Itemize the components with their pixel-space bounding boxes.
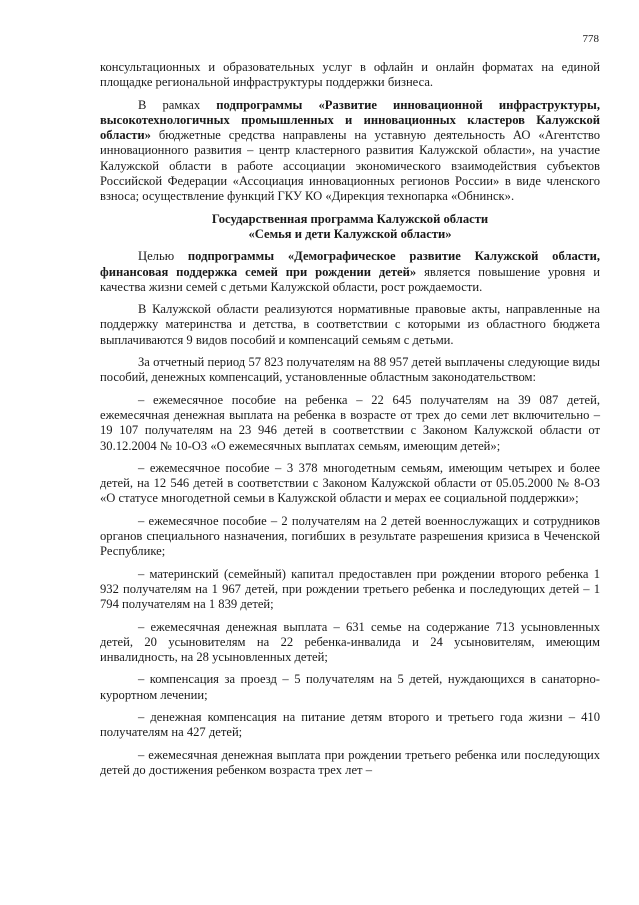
text-run: Целью bbox=[138, 249, 188, 264]
text-run: бюджетные средства направлены на уставную деятельность АО «Агентство инновационного развития – центр кластерного развития Калужской области», на участие Калужской области в работе ассоциации экономического взаимодействия субъектов Российской Федерации «Ассоциация инновационных регионов России» в виде членского взноса; осуществление функций ГКУ КО «Дирекция технопарка «Обнинск». bbox=[100, 128, 600, 204]
paragraph: За отчетный период 57 823 получателям на 88 957 детей выплачены следующие виды пособий, денежных компенсаций, установленные областным законодательством: bbox=[100, 355, 600, 385]
subprogram-title: подпрограммы «Демографическое развитие Калужской области, финансовая поддержка семей при рождении детей» bbox=[100, 249, 600, 279]
subprogram-title: подпрограммы «Развитие инновационной инфраструктуры, высокотехнологичных промышленных и инновационных кластеров Калужской области» bbox=[100, 97, 600, 143]
paragraph-subprogram-demography bbox=[100, 249, 600, 295]
list-item: – денежная компенсация на питание детям второго и третьего года жизни – 410 получателям на 427 детей; bbox=[100, 709, 600, 740]
list-item: – ежемесячная денежная выплата при рождении третьего ребенка или последующих детей до достижения ребенком возраста трех лет – bbox=[100, 747, 600, 777]
section-heading bbox=[100, 212, 600, 243]
heading-line: «Семья и дети Калужской области» bbox=[248, 226, 452, 241]
page-number: 778 bbox=[582, 33, 599, 45]
paragraph-subprogram-innovation bbox=[100, 98, 600, 205]
text-run: является повышение уровня и качества жизни семей с детьми Калужской области, рост рождаемости. bbox=[100, 264, 600, 294]
paragraph: В Калужской области реализуются нормативные правовые акты, направленные на поддержку материнства и детства, в соответствии с которыми из областного бюджета выплачиваются 9 видов пособий и компенсаций семьям с детьми. bbox=[100, 302, 600, 347]
list-item: – ежемесячное пособие – 3 378 многодетным семьям, имеющим четырех и более детей, на 12 546 детей в соответствии с Законом Калужской области от 05.05.2000 № 8-ОЗ «О статусе многодетной семьи в Калужской области и мерах ее социальной поддержки»; bbox=[100, 460, 600, 506]
text-run: В рамках bbox=[138, 97, 217, 112]
list-item: – ежемесячная денежная выплата – 631 семье на содержание 713 усыновленных детей, 20 усыновителям на 22 ребенка-инвалида и 24 усыновителям, имеющим инвалидность, на 28 усыновленных детей; bbox=[100, 619, 600, 665]
list-item: – ежемесячное пособие – 2 получателям на 2 детей военнослужащих и сотрудников органов специального назначения, погибших в результате разрешения кризиса в Чеченской Республике; bbox=[100, 513, 600, 559]
paragraph: консультационных и образовательных услуг в офлайн и онлайн форматах на единой площадке региональной инфраструктуры поддержки бизнеса. bbox=[100, 60, 600, 90]
list-item: – ежемесячное пособие на ребенка – 22 645 получателям на 39 087 детей, ежемесячная денежная выплата на ребенка в возрасте от трех до семи лет включительно – 19 107 получателям на 23 946 детей в соответствии с Законом Калужской области от 30.12.2004 № 10-ОЗ «О ежемесячных выплатах семьям, имеющим детей»; bbox=[100, 392, 600, 453]
list-item: – компенсация за проезд – 5 получателям на 5 детей, нуждающихся в санаторно-курортном лечении; bbox=[100, 672, 600, 702]
document-body bbox=[100, 60, 600, 785]
list-item: – материнский (семейный) капитал предоставлен при рождении второго ребенка 1 932 получателям на 1 967 детей, при рождении третьего ребенка и последующих детей – 1 794 получателям на 1 839 детей; bbox=[100, 566, 600, 612]
heading-line: Государственная программа Калужской области bbox=[211, 211, 489, 226]
